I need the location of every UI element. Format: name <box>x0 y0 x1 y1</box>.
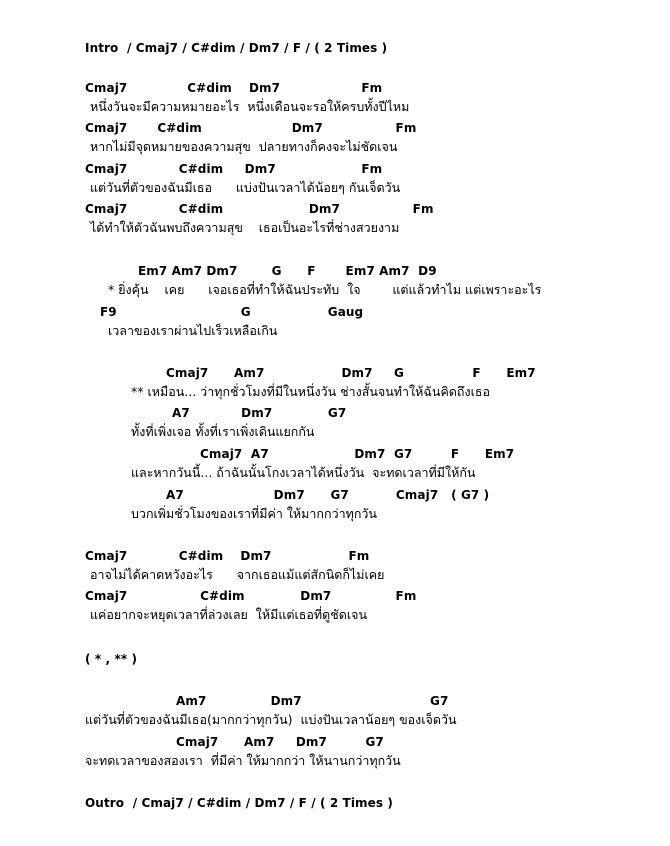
chord-line: Cmaj7 C#dim Dm7 Fm <box>85 81 383 95</box>
lyric-line: หนึ่งวันจะมีความหมายอะไร หนึ่งเดือนจะรอให้ครบทั้งปีไหม <box>90 99 410 114</box>
lyric-line: และหากวันนี้... ถ้าฉันนั้นโกงเวลาได้หนึ่งวัน จะทดเวลาที่มีให้กัน <box>131 465 476 480</box>
repeat-marker: ( * , ** ) <box>85 652 138 666</box>
lyric-line: เวลาของเราผ่านไปเร็วเหลือเกิน <box>108 323 278 338</box>
intro-line: Intro / Cmaj7 / C#dim / Dm7 / F / ( 2 Times ) <box>85 41 388 55</box>
chord-line: Cmaj7 Am7 Dm7 G7 <box>176 735 384 749</box>
lyric-line: ** เหมือน... ว่าทุกชั่วโมงที่มีในหนึ่งวัน ช่างสั้นจนทำให้ฉันคิดถึงเธอ <box>131 384 491 399</box>
chord-line: Cmaj7 C#dim Dm7 Fm <box>85 549 370 563</box>
chord-line: Am7 Dm7 G7 <box>176 694 449 708</box>
lyric-line: แต่วันที่ตัวของฉันมีเธอ(มากกว่าทุกวัน) แบ่งปันเวลาน้อยๆ ของเจ็ดวัน <box>85 712 457 727</box>
lyric-line: บวกเพิ่มชั่วโมงของเราที่มีค่า ให้มากกว่าทุกวัน <box>131 506 377 521</box>
chord-line: A7 Dm7 G7 <box>172 406 347 420</box>
chord-line: F9 G Gaug <box>100 305 364 319</box>
lyric-line: หากไม่มีจุดหมายของความสุข ปลายทางก็คงจะไม่ชัดเจน <box>90 139 398 154</box>
chord-line: A7 Dm7 G7 Cmaj7 ( G7 ) <box>166 488 490 502</box>
lyric-line: ทั้งที่เพิ่งเจอ ทั้งที่เราเพิ่งเดินแยกกัน <box>131 424 315 439</box>
lyric-line: แต่วันที่ตัวของฉันมีเธอ แบ่งปันเวลาได้น้อยๆ กันเจ็ดวัน <box>90 180 401 195</box>
chord-line: Cmaj7 Am7 Dm7 G F Em7 <box>166 366 536 380</box>
chord-line: Em7 Am7 Dm7 G F Em7 Am7 D9 <box>138 264 437 278</box>
chord-line: Cmaj7 A7 Dm7 G7 F Em7 <box>200 447 515 461</box>
chord-line: Cmaj7 C#dim Dm7 Fm <box>85 589 417 603</box>
chord-line: Cmaj7 C#dim Dm7 Fm <box>85 162 383 176</box>
chord-line: Cmaj7 C#dim Dm7 Fm <box>85 202 434 216</box>
lyric-line: อาจไม่ได้คาดหวังอะไร จากเธอแม้แต่สักนิดก็ไม่เคย <box>90 567 385 582</box>
chord-line: Cmaj7 C#dim Dm7 Fm <box>85 121 417 135</box>
lyric-line: ได้ทำให้ตัวฉันพบถึงความสุข เธอเป็นอะไรที่ช่างสวยงาม <box>90 220 400 235</box>
outro-line: Outro / Cmaj7 / C#dim / Dm7 / F / ( 2 Times ) <box>85 796 393 810</box>
lyric-line: จะทดเวลาของสองเรา ที่มีค่า ให้มากกว่า ให้นานกว่าทุกวัน <box>85 753 401 768</box>
lyric-line: * ยิ่งคุ้น เคย เจอเธอที่ทำให้ฉันประทับ ใจ แต่แล้วทำไม แต่เพราะอะไร <box>108 282 542 297</box>
lyric-line: แค่อยากจะหยุดเวลาที่ล่วงเลย ให้มีแต่เธอที่ดูชัดเจน <box>90 607 368 622</box>
